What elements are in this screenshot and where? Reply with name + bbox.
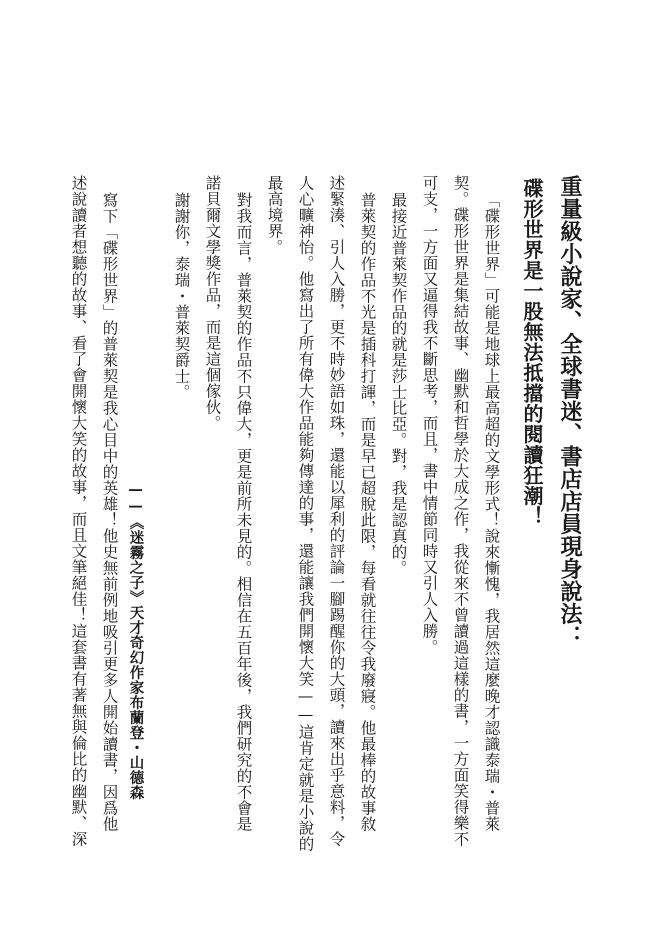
testimonial-2-line-1: 寫下「碟形世界」的普萊契是我心目中的英雄！他史無前例地吸引更多人開始讀書，因爲他 xyxy=(100,192,119,832)
testimonial-1-line-1: 「碟形世界」可能是地球上最高超的文學形式！說來慚愧，我居然這麼晚才認識泰瑞・普萊 xyxy=(482,192,501,832)
testimonial-1-line-3: 可支，一方面又逼得我不斷思考，而且，書中情節同時又引人入勝。 xyxy=(420,175,439,655)
testimonial-1-line-9: 對我而言，普萊契的作品不只偉大，更是前所未見的。相信在五百年後，我們研究的不會是 xyxy=(234,192,253,832)
heading-line-2: 碟形世界是一股無法抵擋的閱讀狂潮！ xyxy=(520,178,544,527)
testimonial-1-line-11: 謝謝你，泰瑞・普萊契爵士。 xyxy=(172,192,191,400)
heading-line-1: 重量級小說家、全球書迷、書店店員現身說法： xyxy=(557,175,582,648)
testimonial-2-line-2: 述說讀者想聽的故事、看了會開懷大笑的故事，而且文筆絕佳！這套書有著無與倫比的幽默、深 xyxy=(69,175,88,847)
testimonial-1-line-8: 最高境界。 xyxy=(265,175,284,255)
testimonial-1-line-10: 諾貝爾文學獎作品，而是這個傢伙。 xyxy=(203,175,222,431)
testimonial-1-attribution: ——《迷霧之子》天才奇幻作家布蘭登・山德森 xyxy=(127,482,144,800)
testimonial-1-line-2: 契。碟形世界是集結故事、幽默和哲學於大成之作，我從來不曾讀過這樣的書，一方面笑得樂不 xyxy=(451,175,470,847)
testimonial-1-line-6: 述緊湊、引人入勝，更不時妙語如珠，還能以犀利的評論一腳踢醒你的大頭，讀來出乎意料，令 xyxy=(327,175,346,847)
testimonial-1-line-7: 人心曠神怡。他寫出了所有偉大作品能夠傳達的事，還能讓我們開懷大笑——這肯定就是小說的 xyxy=(296,175,315,852)
testimonial-1-line-4: 最接近普萊契作品的就是莎士比亞。對，我是認真的。 xyxy=(389,192,408,576)
testimonial-1-line-5: 普萊契的作品不光是插科打諢，而是早已超脫此限，每看就往往令我廢寢。他最棒的故事敘 xyxy=(358,192,377,832)
